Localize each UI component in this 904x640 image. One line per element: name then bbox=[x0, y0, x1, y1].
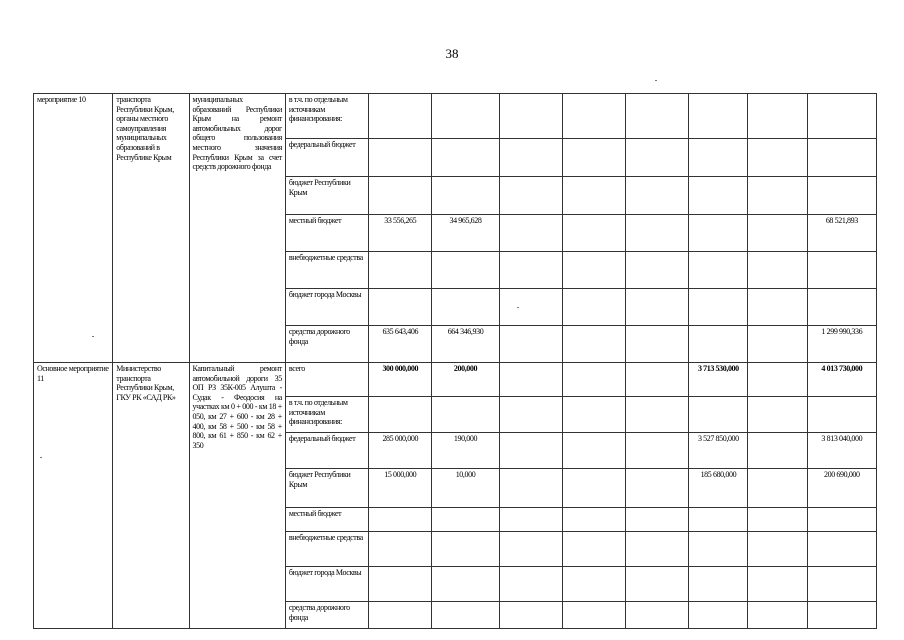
amount-cell: 10,000 bbox=[432, 469, 499, 508]
funding-source-cell: внебюджетные средства bbox=[285, 532, 368, 567]
amount-cell bbox=[499, 252, 562, 289]
amount-cell bbox=[689, 252, 748, 289]
amount-cell bbox=[499, 289, 562, 326]
amount-cell bbox=[562, 363, 625, 397]
page-number: 38 bbox=[445, 46, 459, 61]
amount-cell bbox=[748, 363, 807, 397]
amount-cell bbox=[748, 177, 807, 215]
amount-cell bbox=[626, 177, 689, 215]
amount-cell: 34 965,628 bbox=[432, 215, 499, 252]
amount-cell: 3 713 530,000 bbox=[689, 363, 748, 397]
amount-cell bbox=[369, 508, 432, 532]
description-cell: Капитальный ремонт автомобильной дороги 35 ОП РЗ 35К-005 Алушта - Судак - Феодосия на участках км 0 + 000 - км 18 + 050, км 27 + 600 - км 28 + 400, км 58 + 500 - км 58 + 800, км 61 + 850 - км 62 + 350 bbox=[189, 363, 285, 629]
amount-cell bbox=[748, 532, 807, 567]
amount-cell bbox=[626, 139, 689, 177]
amount-cell: 635 643,406 bbox=[369, 326, 432, 363]
amount-cell bbox=[626, 215, 689, 252]
amount-cell bbox=[499, 397, 562, 433]
amount-cell bbox=[432, 252, 499, 289]
amount-cell bbox=[499, 363, 562, 397]
amount-cell bbox=[807, 289, 876, 326]
amount-cell: 285 000,000 bbox=[369, 433, 432, 469]
amount-cell bbox=[626, 567, 689, 602]
amount-cell bbox=[807, 177, 876, 215]
amount-cell: 1 299 990,336 bbox=[807, 326, 876, 363]
amount-cell bbox=[432, 139, 499, 177]
funding-source-cell: бюджет города Москвы bbox=[285, 289, 368, 326]
amount-cell bbox=[748, 508, 807, 532]
scan-speck bbox=[655, 80, 657, 81]
amount-cell: 300 000,000 bbox=[369, 363, 432, 397]
amount-cell bbox=[499, 602, 562, 629]
amount-cell bbox=[689, 397, 748, 433]
amount-cell bbox=[748, 433, 807, 469]
amount-cell bbox=[369, 289, 432, 326]
amount-cell bbox=[499, 433, 562, 469]
amount-cell bbox=[626, 508, 689, 532]
amount-cell bbox=[748, 602, 807, 629]
table-row bbox=[34, 94, 877, 139]
amount-cell bbox=[626, 433, 689, 469]
funding-source-cell: в т.ч. по отдельным источникам финансирования: bbox=[285, 94, 368, 139]
amount-cell bbox=[369, 567, 432, 602]
amount-cell bbox=[689, 508, 748, 532]
amount-cell bbox=[689, 326, 748, 363]
amount-cell bbox=[432, 508, 499, 532]
amount-cell bbox=[369, 252, 432, 289]
funding-source-cell: бюджет Республики Крым bbox=[285, 177, 368, 215]
amount-cell bbox=[369, 397, 432, 433]
amount-cell bbox=[807, 532, 876, 567]
amount-cell bbox=[562, 326, 625, 363]
amount-cell bbox=[562, 508, 625, 532]
amount-cell bbox=[748, 252, 807, 289]
executor-cell: транспорта Республики Крым, органы местного самоуправления муниципальных образований в Республике Крым bbox=[113, 94, 189, 363]
funding-source-cell: всего bbox=[285, 363, 368, 397]
amount-cell bbox=[748, 326, 807, 363]
amount-cell: 4 013 730,000 bbox=[807, 363, 876, 397]
amount-cell bbox=[499, 567, 562, 602]
amount-cell: 68 521,893 bbox=[807, 215, 876, 252]
activity-name-cell: мероприятие 10 bbox=[34, 94, 113, 363]
amount-cell bbox=[499, 215, 562, 252]
activity-name-cell: Основное мероприятие 11 bbox=[34, 363, 113, 629]
amount-cell bbox=[432, 94, 499, 139]
amount-cell bbox=[807, 94, 876, 139]
amount-cell: 664 346,930 bbox=[432, 326, 499, 363]
amount-cell bbox=[499, 508, 562, 532]
amount-cell bbox=[689, 139, 748, 177]
amount-cell bbox=[807, 139, 876, 177]
description-cell: муниципальных образований Республики Крым на ремонт автомобильных дорог общего пользования местного значения Республики Крым за счет средств дорожного фонда bbox=[189, 94, 285, 363]
amount-cell bbox=[807, 567, 876, 602]
amount-cell bbox=[626, 94, 689, 139]
amount-cell bbox=[499, 532, 562, 567]
amount-cell bbox=[369, 94, 432, 139]
amount-cell bbox=[562, 433, 625, 469]
amount-cell bbox=[562, 289, 625, 326]
amount-cell bbox=[499, 469, 562, 508]
amount-cell bbox=[626, 602, 689, 629]
amount-cell bbox=[562, 215, 625, 252]
amount-cell bbox=[562, 397, 625, 433]
amount-cell bbox=[807, 602, 876, 629]
amount-cell bbox=[562, 567, 625, 602]
amount-cell bbox=[626, 252, 689, 289]
executor-cell: Министерство транспорта Республики Крым, ГКУ РК «САД РК» bbox=[113, 363, 189, 629]
amount-cell bbox=[369, 177, 432, 215]
amount-cell bbox=[748, 289, 807, 326]
amount-cell bbox=[432, 567, 499, 602]
funding-source-cell: средства дорожного фонда bbox=[285, 326, 368, 363]
amount-cell: 33 556,265 bbox=[369, 215, 432, 252]
amount-cell bbox=[748, 139, 807, 177]
amount-cell bbox=[689, 567, 748, 602]
amount-cell bbox=[748, 397, 807, 433]
amount-cell bbox=[562, 252, 625, 289]
funding-source-cell: федеральный бюджет bbox=[285, 139, 368, 177]
funding-source-cell: бюджет Республики Крым bbox=[285, 469, 368, 508]
amount-cell: 3 527 850,000 bbox=[689, 433, 748, 469]
amount-cell bbox=[626, 469, 689, 508]
funding-source-cell: внебюджетные средства bbox=[285, 252, 368, 289]
amount-cell bbox=[748, 567, 807, 602]
amount-cell bbox=[807, 397, 876, 433]
amount-cell: 200,000 bbox=[432, 363, 499, 397]
amount-cell bbox=[562, 532, 625, 567]
amount-cell bbox=[499, 326, 562, 363]
funding-source-cell: средства дорожного фонда bbox=[285, 602, 368, 629]
funding-source-cell: местный бюджет bbox=[285, 215, 368, 252]
amount-cell bbox=[562, 469, 625, 508]
amount-cell bbox=[562, 602, 625, 629]
amount-cell bbox=[748, 94, 807, 139]
amount-cell bbox=[807, 508, 876, 532]
amount-cell bbox=[432, 289, 499, 326]
amount-cell bbox=[432, 602, 499, 629]
funding-source-cell: местный бюджет bbox=[285, 508, 368, 532]
amount-cell bbox=[689, 177, 748, 215]
funding-source-cell: федеральный бюджет bbox=[285, 433, 368, 469]
amount-cell: 15 000,000 bbox=[369, 469, 432, 508]
amount-cell bbox=[626, 532, 689, 567]
amount-cell bbox=[499, 139, 562, 177]
amount-cell bbox=[689, 215, 748, 252]
amount-cell bbox=[748, 469, 807, 508]
amount-cell: 200 690,000 bbox=[807, 469, 876, 508]
amount-cell bbox=[689, 94, 748, 139]
amount-cell bbox=[369, 532, 432, 567]
amount-cell bbox=[499, 94, 562, 139]
amount-cell bbox=[748, 215, 807, 252]
amount-cell bbox=[689, 289, 748, 326]
amount-cell bbox=[432, 532, 499, 567]
amount-cell bbox=[562, 94, 625, 139]
amount-cell bbox=[369, 139, 432, 177]
amount-cell bbox=[432, 177, 499, 215]
amount-cell bbox=[369, 602, 432, 629]
amount-cell bbox=[562, 177, 625, 215]
funding-source-cell: в т.ч. по отдельным источникам финансирования: bbox=[285, 397, 368, 433]
amount-cell bbox=[689, 602, 748, 629]
amount-cell bbox=[562, 139, 625, 177]
amount-cell bbox=[626, 363, 689, 397]
amount-cell bbox=[626, 397, 689, 433]
table-row bbox=[34, 363, 877, 397]
amount-cell bbox=[626, 326, 689, 363]
amount-cell bbox=[432, 397, 499, 433]
amount-cell: 190,000 bbox=[432, 433, 499, 469]
amount-cell bbox=[626, 289, 689, 326]
amount-cell: 185 680,000 bbox=[689, 469, 748, 508]
amount-cell bbox=[807, 252, 876, 289]
amount-cell bbox=[499, 177, 562, 215]
funding-source-cell: бюджет города Москвы bbox=[285, 567, 368, 602]
amount-cell bbox=[689, 532, 748, 567]
budget-table bbox=[33, 93, 877, 629]
amount-cell: 3 813 040,000 bbox=[807, 433, 876, 469]
